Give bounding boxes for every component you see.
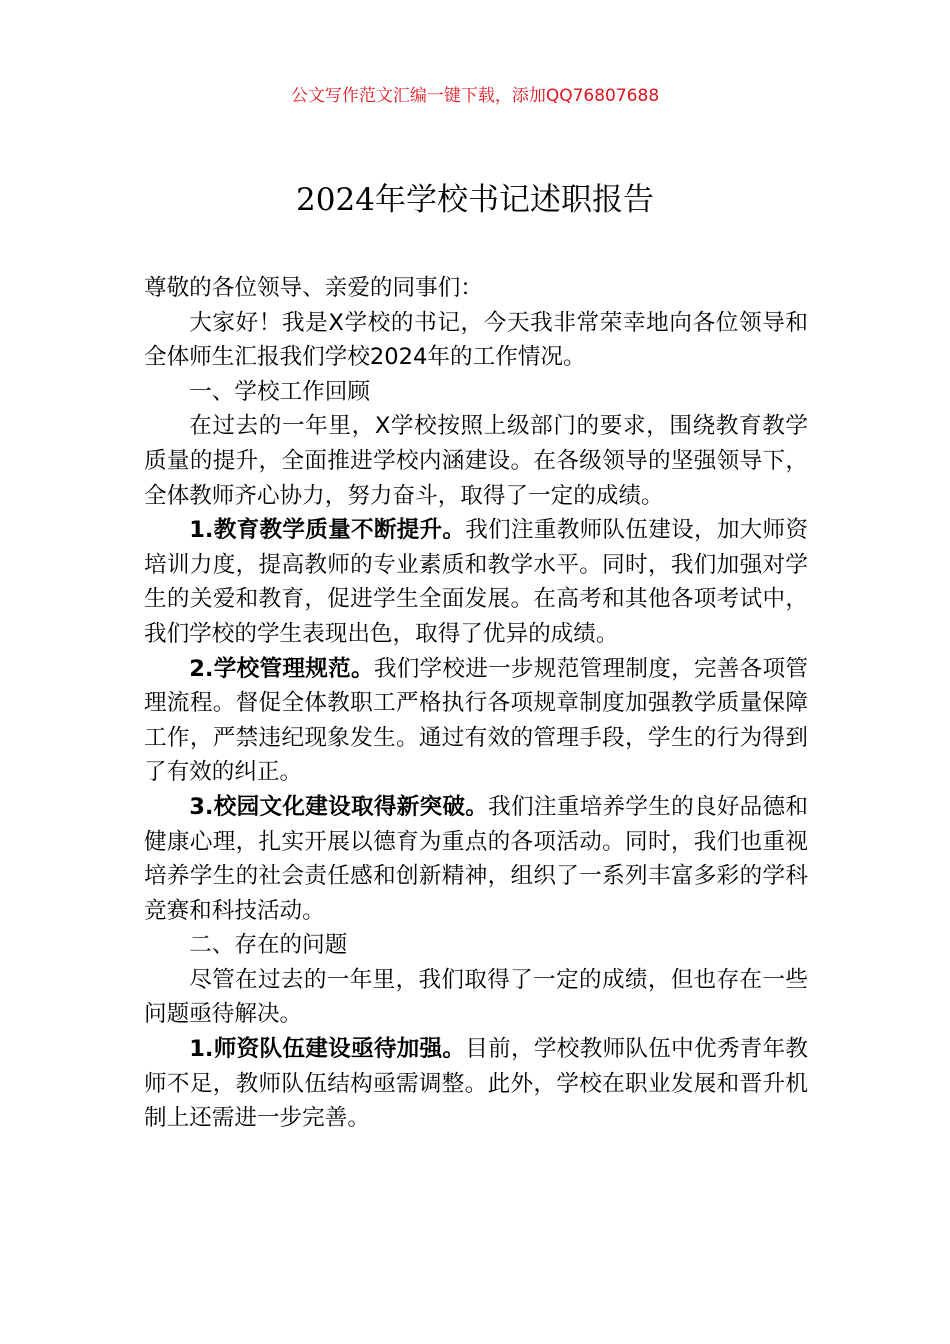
section-heading-review: 一、学校工作回顾 (189, 378, 370, 405)
achievement-item-text: 我们注重教师队伍建设，加大师资培训力度，提高教师的专业素质和教学水平。同时，我们加强对学生的关爱和教育，促进学生全面发展。在高考和其他各项考试中，我们学校的学生表现出色，取得了优异的成绩。 (144, 517, 809, 647)
problem-item (144, 1032, 808, 1136)
document-body (144, 271, 808, 1136)
achievement-item-title: 3.校园文化建设取得新突破。 (189, 793, 489, 820)
achievement-item-text: 我们注重培养学生的良好品德和健康心理，扎实开展以德育为重点的各项活动。同时，我们也重视培养学生的社会责任感和创新精神，组织了一系列丰富多彩的学科竞赛和科技活动。 (144, 793, 808, 924)
download-notice: 公文写作范文汇编一键下载，添加QQ76807688 (290, 86, 660, 106)
problem-item-text: 目前，学校教师队伍中优秀青年教师不足，教师队伍结构亟需调整。此外，学校在职业发展和晋升机制上还需进一步完善。 (144, 1036, 809, 1132)
salutation: 尊敬的各位领导、亲爱的同事们： (144, 275, 483, 301)
document-title: 2024年学校书记述职报告 (296, 182, 654, 218)
problem-item-title: 1.师资队伍建设亟待加强。 (189, 1036, 466, 1063)
section-heading-problems: 二、存在的问题 (189, 932, 348, 959)
intro-paragraph: 大家好！我是X学校的书记，今天我非常荣幸地向各位领导和全体师生汇报我们学校2024年的工作情况。 (144, 309, 808, 371)
achievement-item-title: 1.教育教学质量不断提升。 (189, 517, 466, 544)
achievement-item-text: 我们学校进一步规范管理制度，完善各项管理流程。督促全体教职工严格执行各项规章制度加强教学质量保障工作，严禁违纪现象发生。通过有效的管理手段，学生的行为得到了有效的纠正。 (144, 655, 808, 786)
section-lead-problems: 尽管在过去的一年里，我们取得了一定的成绩，但也存在一些问题亟待解决。 (144, 966, 808, 1028)
achievement-item (144, 652, 808, 790)
achievement-item (144, 790, 808, 928)
achievement-item-title: 2.学校管理规范。 (189, 655, 374, 682)
achievement-item (144, 513, 808, 651)
section-lead-review: 在过去的一年里，X学校按照上级部门的要求，围绕教育教学质量的提升，全面推进学校内涵建设。在各级领导的坚强领导下，全体教师齐心协力，努力奋斗，取得了一定的成绩。 (144, 413, 808, 509)
